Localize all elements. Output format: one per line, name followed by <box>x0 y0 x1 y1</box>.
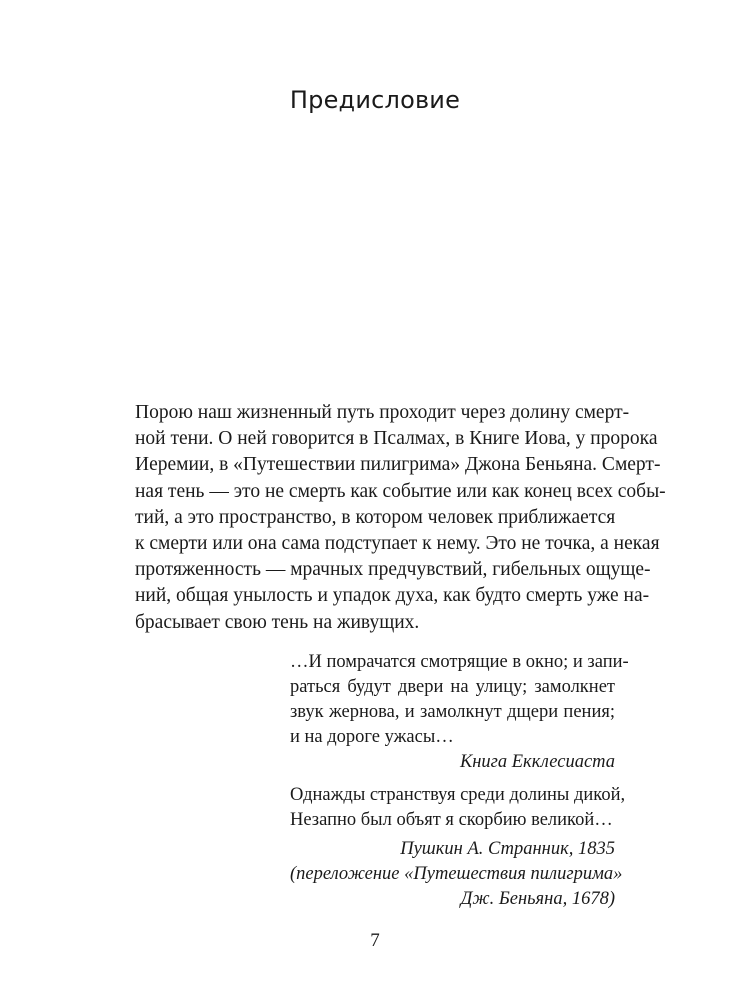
paragraph-line: к смерти или она сама подступает к нему. Это не точка, а некая <box>135 533 660 555</box>
paragraph-line: Иеремии, в «Путешествии пилигрима» Джона Беньяна. Смерт- <box>135 454 661 476</box>
paragraph-line: ной тени. О ней говорится в Псалмах, в Книге Иова, у пророка <box>135 428 658 450</box>
paragraph-line: ная тень — это не смерть как событие или как конец всех собы- <box>135 480 666 502</box>
epigraph2-line-2: Незапно был объят я скорбию великой… <box>290 810 613 830</box>
epigraph1-line-2: раться будут двери на улицу; замолкнет <box>290 677 615 697</box>
paragraph-line: тий, а это пространство, в котором человек приближается <box>135 506 616 528</box>
chapter-title: Предисловие <box>289 86 461 114</box>
epigraph2-attribution-2: (переложение «Путешествия пилигрима» <box>290 864 623 884</box>
preface-paragraph <box>135 400 666 636</box>
epigraph1-line-1: …И помрачатся смотрящие в окно; и запи- <box>290 652 629 672</box>
epigraph2-attribution-3: Дж. Беньяна, 1678) <box>460 889 615 909</box>
paragraph-line: брасывает свою тень на живущих. <box>135 611 420 633</box>
epigraph-ecclesiastes <box>290 650 629 775</box>
paragraph-line: Порою наш жизненный путь проходит через долину смерт- <box>135 402 630 423</box>
epigraph1-attribution: Книга Екклесиаста <box>459 752 615 772</box>
epigraph1-line-4: и на дороге ужасы… <box>290 727 454 747</box>
epigraph-pushkin <box>290 783 626 912</box>
epigraph1-line-3: звук жернова, и замолкнут дщери пения; <box>290 702 615 722</box>
epigraph2-line-1: Однажды странствуя среди долины дикой, <box>290 785 626 805</box>
paragraph-line: протяженность — мрачных предчувствий, гибельных ощуще- <box>135 559 651 581</box>
paragraph-line: ний, общая унылость и упадок духа, как будто смерть уже на- <box>135 585 650 607</box>
epigraph2-attribution-1: Пушкин А. Странник, 1835 <box>400 839 615 859</box>
page-number: 7 <box>370 930 380 951</box>
